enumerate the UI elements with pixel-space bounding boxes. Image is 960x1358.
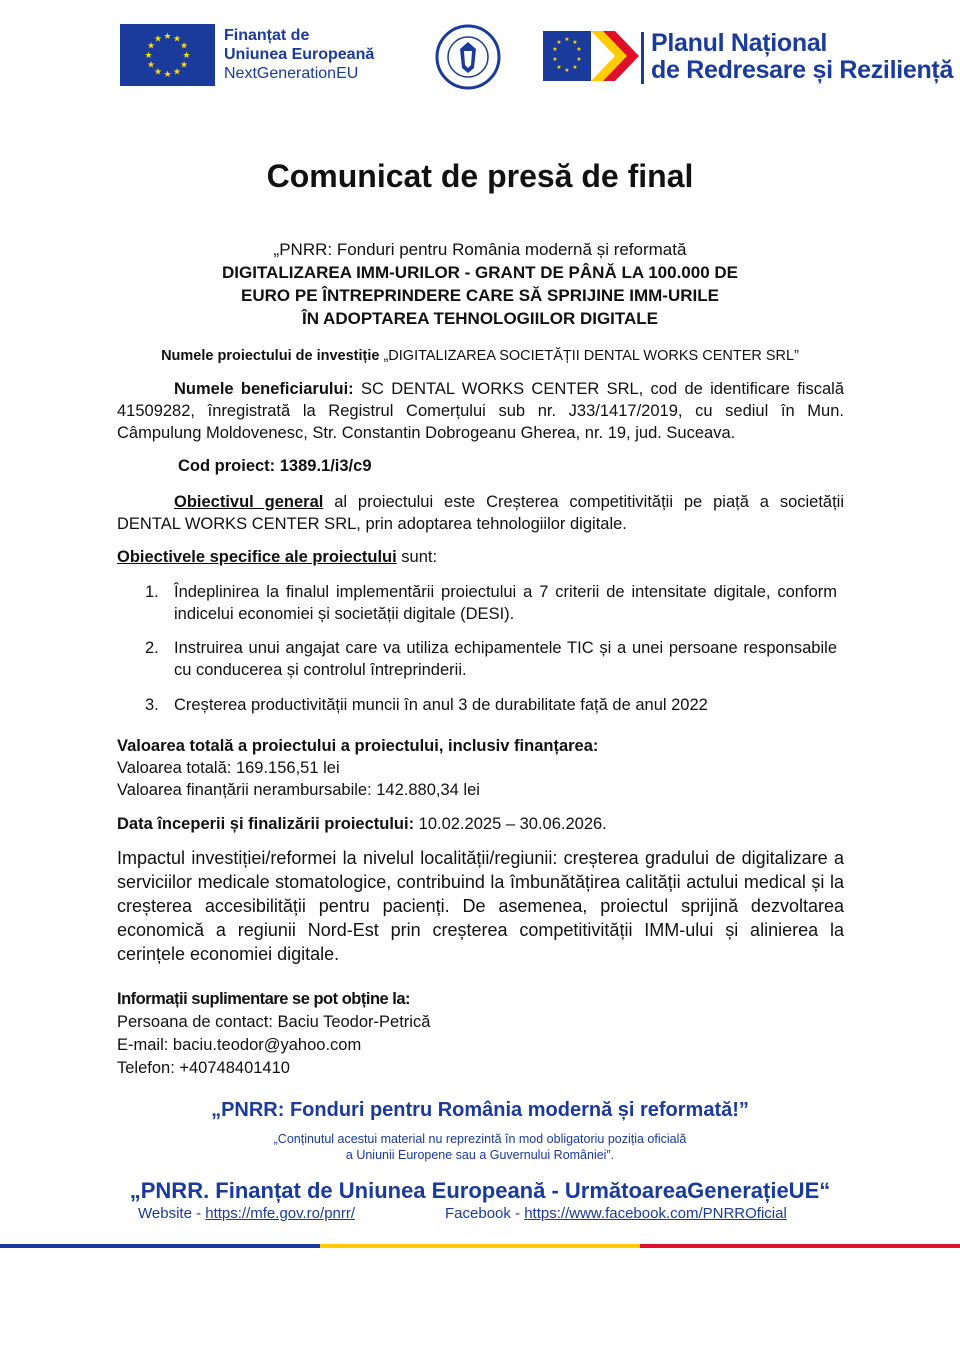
footer-slogan: „PNRR: Fonduri pentru România modernă și reformată!” xyxy=(211,1099,749,1121)
eu-stars-icon xyxy=(120,24,215,86)
svg-text:★: ★ xyxy=(144,51,153,61)
svg-text:★: ★ xyxy=(146,60,156,71)
website-label: Website - xyxy=(138,1205,206,1222)
pnrr-line-1: Planul Național xyxy=(651,29,828,57)
svg-text:★: ★ xyxy=(556,64,562,71)
general-objective xyxy=(117,491,844,535)
impact-paragraph: Impactul investiției/reformei la nivelul localității/regiunii: creșterea gradului de digitalizare a serviciilor medicale stomatologice, contribuind la îmbunătățirea calității actului medical și la creșterea accesibilității pentru pacienți. De asemenea, proiectul sprijină dezvoltarea economică a regiunii Nord-Est prin creșterea competitivității IMM-ului și alinierea la cerințele economiei digitale. xyxy=(117,848,844,964)
beneficiary-label: Numele beneficiarului: xyxy=(174,380,354,398)
subtitle-line-1: „PNRR: Fonduri pentru România modernă și reformată xyxy=(273,240,687,259)
subtitle-line-2: DIGITALIZAREA IMM-URILOR - GRANT DE PÂNĂ LA 100.000 DE xyxy=(221,263,738,282)
footer-disclaimer xyxy=(0,1131,960,1163)
government-seal-logo xyxy=(435,24,501,90)
stripe-blue xyxy=(0,1244,320,1248)
list-item xyxy=(117,581,837,625)
subtitle-line-3: EURO PE ÎNTREPRINDERE CARE SĂ SPRIJINE IMM-URILE xyxy=(241,286,719,305)
svg-text:★: ★ xyxy=(556,39,562,46)
svg-text:★: ★ xyxy=(564,67,570,74)
footer-tagline: „PNRR. Finanțat de Uniunea Europeană - UrmătoareaGenerațieUE“ xyxy=(129,1178,831,1203)
svg-text:★: ★ xyxy=(172,67,182,78)
list-item xyxy=(117,694,837,716)
list-text: Îndeplinirea la finalul implementării proiectului a 7 criterii de intensitate digitale, conform indicelui economiei și societății digitale (DESI). xyxy=(174,583,837,623)
facebook-link[interactable]: https://www.facebook.com/PNRROficial xyxy=(524,1205,787,1222)
specific-objectives-label: Obiectivele specifice ale proiectului xyxy=(117,548,397,566)
project-value-section xyxy=(117,735,844,801)
pnrr-flag-icon xyxy=(543,31,639,81)
disclaimer-line-2: a Uniunii Europene sau a Guvernului României”. xyxy=(345,1148,615,1162)
value-heading: Valoarea totală a proiectului a proiectului, inclusiv finanțarea: xyxy=(117,737,599,755)
svg-text:★: ★ xyxy=(572,64,578,71)
contact-phone: Telefon: +40748401410 xyxy=(117,1059,290,1077)
svg-text:★: ★ xyxy=(572,39,578,46)
svg-text:★: ★ xyxy=(172,34,182,45)
project-dates xyxy=(117,813,844,835)
dates-label: Data începerii și finalizării proiectului: xyxy=(117,815,415,833)
website-link-group xyxy=(138,1205,355,1222)
contact-person: Persoana de contact: Baciu Teodor-Petrică xyxy=(117,1013,431,1031)
pnrr-line-2: de Redresare și Reziliență xyxy=(651,56,954,84)
contact-email: E-mail: baciu.teodor@yahoo.com xyxy=(117,1036,362,1054)
facebook-label: Facebook - xyxy=(445,1205,525,1222)
contact-section xyxy=(117,988,844,1080)
project-name-label: Numele proiectului de investiție xyxy=(161,348,380,364)
value-total: Valoarea totală: 169.156,51 lei xyxy=(117,759,340,777)
project-name-value: „DIGITALIZAREA SOCIETĂȚII DENTAL WORKS CENTER SRL” xyxy=(379,348,799,364)
project-name xyxy=(100,345,860,367)
svg-text:★: ★ xyxy=(576,46,582,53)
svg-text:★: ★ xyxy=(552,46,558,53)
beneficiary-paragraph xyxy=(117,378,844,444)
list-number: 3. xyxy=(145,696,159,714)
svg-text:★: ★ xyxy=(576,56,582,63)
stripe-yellow xyxy=(320,1244,640,1248)
list-text: Creșterea productivității muncii în anul 3 de durabilitate față de anul 2022 xyxy=(174,696,708,714)
value-nonrefundable: Valoarea finanțării nerambursabile: 142.880,34 lei xyxy=(117,781,480,799)
project-code: Cod proiect: 1389.1/i3/c9 xyxy=(178,457,372,475)
svg-text:★: ★ xyxy=(146,41,156,52)
eu-flag-logo xyxy=(120,24,215,86)
svg-text:★: ★ xyxy=(163,32,172,42)
svg-text:★: ★ xyxy=(564,36,570,43)
subtitle-line-4: ÎN ADOPTAREA TEHNOLOGIILOR DIGITALE xyxy=(301,309,659,328)
general-objective-text: al proiectului este Creșterea competitivității pe piață a societății DENTAL WORKS CENTER SRL, prin adoptarea tehnologiilor digitale. xyxy=(117,493,845,533)
beneficiary-value: SC DENTAL WORKS CENTER SRL, cod de identificare fiscală 41509282, înregistrată la Registrul Comerțului sub nr. J33/1417/2019, cu sediul în Mun. Câmpulung Moldovenesc, Str. Constantin Dobrogeanu Gherea, nr. 19, jud. Suceava. xyxy=(117,380,844,442)
list-item xyxy=(117,637,837,681)
specific-objectives-heading xyxy=(117,546,844,568)
eu-funding-label xyxy=(224,26,374,83)
general-objective-label: Obiectivul general xyxy=(174,493,324,511)
stripe-red xyxy=(640,1244,960,1248)
list-text: Instruirea unui angajat care va utiliza echipamentele TIC și a unei persoane responsabile cu conducerea și controlul întreprinderii. xyxy=(174,639,837,679)
svg-text:★: ★ xyxy=(153,67,163,78)
svg-text:★: ★ xyxy=(179,60,189,71)
facebook-link-group xyxy=(445,1205,787,1222)
pnrr-title xyxy=(651,30,953,84)
eu-line-1: Finanțat de xyxy=(224,27,310,44)
contact-heading: Informații suplimentare se pot obține la: xyxy=(117,990,411,1008)
dates-value: 10.02.2025 – 30.06.2026. xyxy=(414,815,607,833)
svg-text:★: ★ xyxy=(179,41,189,52)
pnrr-logo xyxy=(543,31,639,81)
page-title: Comunicat de presă de final xyxy=(266,158,694,194)
seal-icon xyxy=(435,24,501,90)
svg-text:★: ★ xyxy=(552,56,558,63)
svg-text:★: ★ xyxy=(163,70,172,80)
list-number: 1. xyxy=(145,583,159,601)
svg-text:★: ★ xyxy=(153,34,163,45)
specific-objectives-suffix: sunt: xyxy=(396,548,438,566)
eu-line-3: NextGenerationEU xyxy=(224,65,359,82)
website-link[interactable]: https://mfe.gov.ro/pnrr/ xyxy=(205,1205,356,1222)
disclaimer-line-1: „Conținutul acestui material nu reprezintă în mod obligatoriu poziția oficială xyxy=(273,1132,687,1146)
eu-line-2: Uniunea Europeană xyxy=(224,46,375,63)
subtitle-block xyxy=(100,238,860,330)
pnrr-divider xyxy=(641,32,644,84)
svg-text:★: ★ xyxy=(182,51,191,61)
list-number: 2. xyxy=(145,639,159,657)
